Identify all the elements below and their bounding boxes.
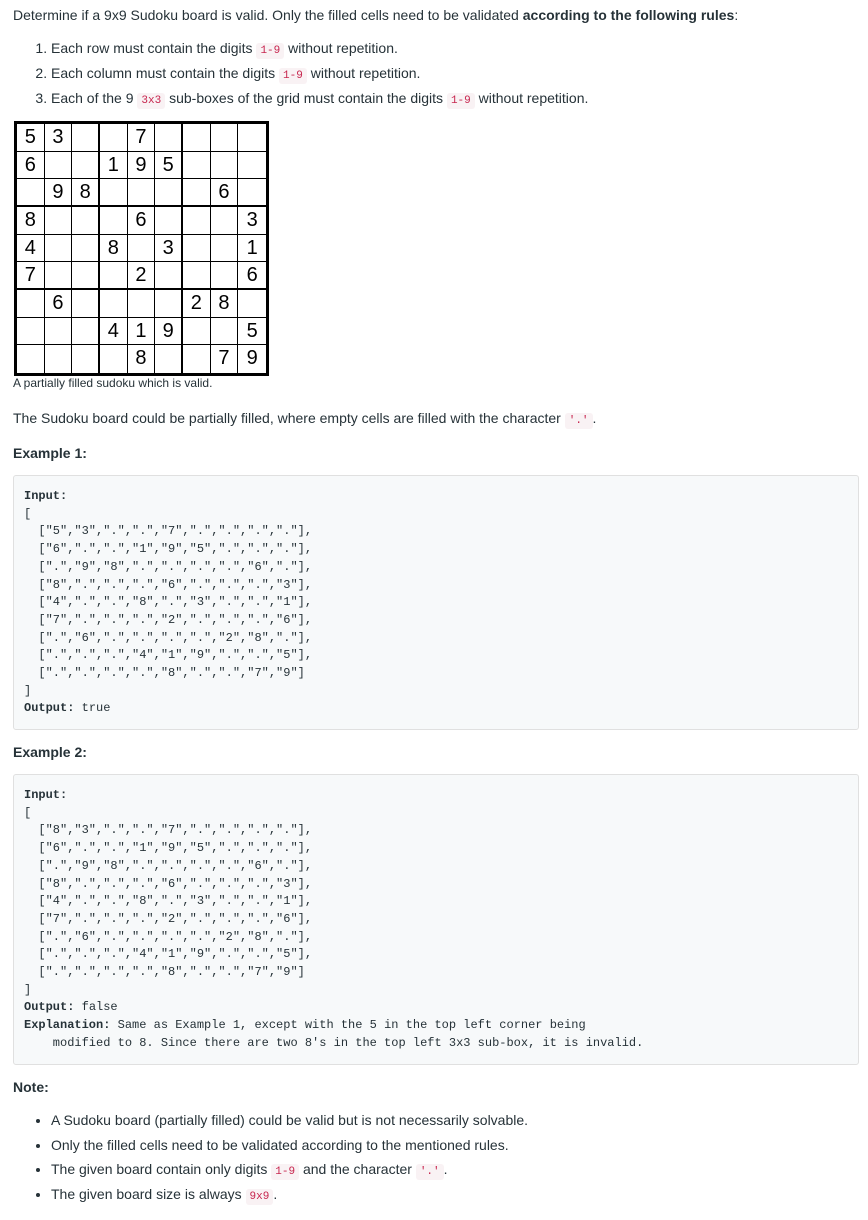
note-item	[51, 1135, 528, 1160]
intro-paragraph	[13, 6, 738, 24]
sudoku-cell	[183, 345, 211, 373]
sudoku-cell: 7	[128, 124, 156, 152]
sudoku-cell: 2	[183, 290, 211, 318]
sudoku-cell	[100, 262, 128, 290]
sudoku-cell	[100, 124, 128, 152]
sudoku-cell	[183, 207, 211, 235]
input-value: [ ["5","3",".",".","7",".",".",".","."], ["6",".",".","1","9","5",".",".","."], [".","9","8",".",".",".",".","6","."], ["8",".",".",".","6",".",".",".","3"], ["4",".",".","8",".","3",".",".","1"], ["7",".",".",".","2",".",".",".","6"], [".","6",".",".",".",".","2","8","."], [".",".",".","4","1","9",".",".","5"], [".",".",".",".","8",".",".","7","9"] ]	[24, 506, 313, 698]
rule-text: Each row must contain the digits	[51, 40, 257, 56]
rule-code: 1-9	[447, 93, 475, 109]
rules-list	[13, 38, 588, 113]
sudoku-cell: 6	[128, 207, 156, 235]
note-text: The given board size is always	[51, 1185, 246, 1202]
sudoku-cell: 9	[246, 347, 258, 370]
intro-bold: according to the following rules	[522, 7, 735, 23]
sudoku-cell	[128, 235, 156, 263]
sudoku-cell	[17, 290, 45, 318]
rule-code: 1-9	[256, 43, 284, 59]
sudoku-cell	[211, 262, 239, 290]
sudoku-board-image	[14, 121, 269, 376]
sudoku-cell: 4	[17, 235, 45, 263]
sudoku-cell: 1	[128, 318, 156, 346]
sudoku-cell	[128, 290, 156, 318]
sudoku-cell	[238, 152, 266, 180]
sudoku-cell	[211, 318, 239, 346]
output-label: Output:	[24, 701, 75, 716]
sudoku-cell: 2	[128, 262, 156, 290]
note-code: 1-9	[271, 1164, 299, 1180]
sudoku-cell	[72, 318, 100, 346]
sudoku-cell	[100, 290, 128, 318]
input-label: Input:	[24, 489, 68, 503]
sudoku-cell	[155, 290, 183, 318]
note-code: '.'	[416, 1164, 444, 1180]
sudoku-cell	[17, 318, 45, 346]
intro-text: Determine if a 9x9 Sudoku board is valid. Only the filled cells need to be validated	[13, 7, 523, 23]
sudoku-cell: 9	[128, 152, 156, 180]
sudoku-cell: 8	[100, 235, 128, 263]
sudoku-cell	[211, 207, 239, 235]
intro-tail: :	[734, 7, 739, 23]
sudoku-cell: 7	[17, 262, 45, 290]
note-item	[51, 1184, 528, 1209]
rule-text: without repetition.	[284, 40, 398, 56]
note-text: The given board contain only digits	[51, 1161, 272, 1177]
rule-text: without repetition.	[474, 90, 589, 106]
sudoku-cell: 5	[17, 124, 45, 152]
rule-item	[51, 88, 588, 113]
sudoku-cell	[45, 318, 73, 346]
output-value: true	[74, 701, 111, 716]
explanation-value: Same as Example 1, except with the 5 in the top left corner being modified to 8. Since there are two 8's in the top left 3x3 sub-box, it is invalid.	[52, 1018, 644, 1050]
sudoku-cell	[72, 152, 100, 180]
sudoku-cell	[183, 235, 211, 263]
note-code: 9x9	[246, 1189, 274, 1205]
sudoku-cell	[100, 207, 128, 235]
sudoku-cell	[155, 207, 183, 235]
sudoku-cell	[183, 179, 211, 207]
sudoku-cell	[238, 179, 266, 207]
sudoku-cell: 5	[155, 152, 183, 180]
sudoku-cell	[45, 345, 73, 373]
notes-list	[13, 1110, 528, 1208]
sudoku-cell: 8	[211, 290, 239, 318]
sudoku-cell	[72, 262, 100, 290]
sudoku-cell	[17, 345, 45, 373]
sudoku-cell	[155, 179, 183, 207]
note-text: and the character	[299, 1161, 416, 1177]
note-text: .	[443, 1161, 448, 1177]
sudoku-cell	[155, 124, 183, 152]
sudoku-cell	[72, 207, 100, 235]
rule-code: 3x3	[137, 93, 165, 109]
sudoku-cell	[155, 262, 183, 290]
output-value: false	[74, 1000, 118, 1015]
sudoku-cell	[72, 345, 100, 373]
dot-code: '.'	[565, 413, 593, 429]
note-item	[51, 1110, 528, 1135]
example-2-block	[13, 774, 859, 1065]
sudoku-cell	[72, 124, 100, 152]
sudoku-cell: 8	[17, 207, 45, 235]
rule-code: 1-9	[279, 68, 307, 84]
sudoku-cell	[17, 179, 45, 207]
sudoku-cell	[72, 290, 100, 318]
output-label: Output:	[24, 1000, 75, 1015]
sudoku-cell	[238, 124, 266, 152]
sudoku-cell	[45, 152, 73, 180]
sudoku-cell	[183, 152, 211, 180]
explanation-label: Explanation:	[24, 1018, 111, 1033]
sudoku-cell	[211, 235, 239, 263]
sudoku-cell: 1	[100, 152, 128, 180]
sudoku-cell: 9	[45, 179, 73, 207]
partial-fill-sentence	[13, 409, 596, 430]
sudoku-cell	[128, 179, 156, 207]
rule-text: sub-boxes of the grid must contain the digits	[165, 90, 447, 106]
sudoku-cell: 7	[211, 345, 239, 373]
sudoku-cell	[100, 345, 128, 373]
board-caption: A partially filled sudoku which is valid.	[13, 376, 213, 390]
sudoku-cell: 6	[238, 262, 266, 290]
sudoku-cell: 3	[238, 207, 266, 235]
note-text: Only the filled cells need to be validated according to the mentioned rules.	[51, 1136, 509, 1153]
example-2-title: Example 2:	[13, 744, 87, 760]
sudoku-cell: 6	[17, 152, 45, 180]
rule-text: without repetition.	[306, 65, 421, 81]
rule-text: Each of the 9	[51, 90, 138, 106]
sudoku-cell	[238, 290, 266, 318]
sudoku-cell: 6	[45, 290, 73, 318]
sudoku-cell	[155, 345, 183, 373]
input-value: [ ["8","3",".",".","7",".",".",".","."], ["6",".",".","1","9","5",".",".","."], [".","9","8",".",".",".",".","6","."], ["8",".",".",".","6",".",".",".","3"], ["4",".",".","8",".","3",".",".","1"], ["7",".",".",".","2",".",".",".","6"], [".","6",".",".",".",".","2","8","."], [".",".",".","4","1","9",".",".","5"], [".",".",".",".","8",".",".","7","9"] ]	[24, 805, 313, 997]
sudoku-cell	[211, 152, 239, 180]
sentence-text: The Sudoku board could be partially filled, where empty cells are filled with the character	[13, 410, 565, 426]
sudoku-cell	[45, 207, 73, 235]
note-title: Note:	[13, 1079, 49, 1095]
sudoku-cell: 8	[128, 345, 156, 373]
sudoku-cell	[45, 262, 73, 290]
note-text: A Sudoku board (partially filled) could be valid but is not necessarily solvable.	[51, 1112, 529, 1128]
sudoku-cell: 1	[238, 235, 266, 263]
sudoku-cell: 3	[45, 124, 73, 152]
sudoku-cell	[45, 235, 73, 263]
sudoku-cell: 3	[155, 235, 183, 263]
sudoku-cell	[183, 318, 211, 346]
note-text: .	[273, 1185, 278, 1202]
sudoku-cell: 4	[100, 318, 128, 346]
note-item	[51, 1159, 528, 1184]
sudoku-cell	[183, 262, 211, 290]
example-1-block	[13, 475, 859, 730]
sudoku-cell: 5	[238, 318, 266, 346]
sudoku-cell	[183, 124, 211, 152]
sentence-text: .	[592, 410, 597, 426]
sudoku-cell	[211, 124, 239, 152]
sudoku-cell	[100, 179, 128, 207]
rule-item	[51, 63, 588, 88]
rule-text: Each column must contain the digits	[51, 65, 280, 81]
rule-item	[51, 38, 588, 63]
sudoku-cell	[72, 235, 100, 263]
sudoku-cell: 8	[72, 179, 100, 207]
example-1-title: Example 1:	[13, 445, 87, 461]
input-label: Input:	[24, 788, 68, 802]
sudoku-cell: 9	[155, 318, 183, 346]
sudoku-cell: 6	[211, 179, 239, 207]
